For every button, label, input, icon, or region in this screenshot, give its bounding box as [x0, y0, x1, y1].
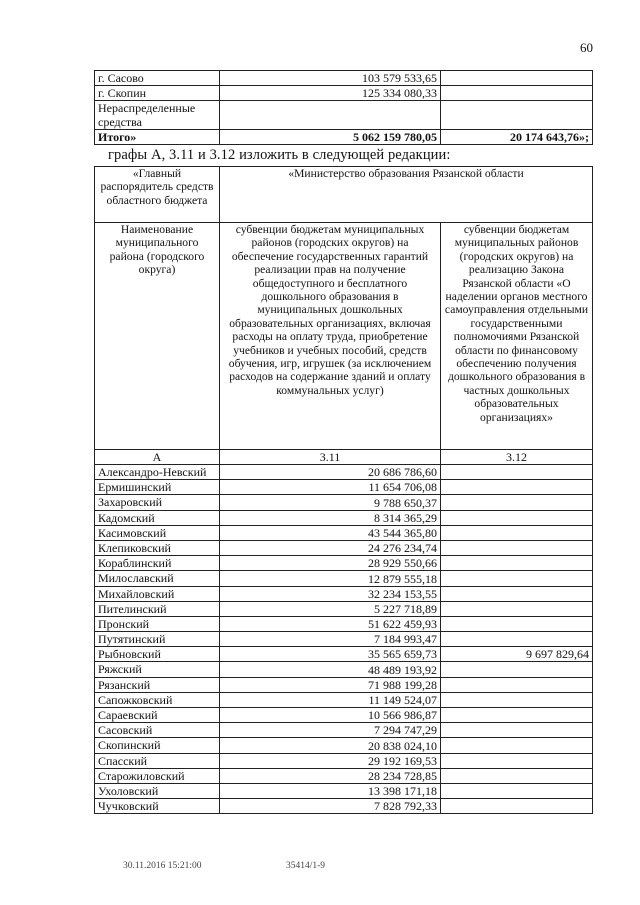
value-312 — [441, 510, 593, 525]
district-name: Скопинский — [95, 738, 220, 753]
summary-name: Итого» — [95, 130, 220, 145]
name-column-header: Наименование муниципального района (городского округа) — [95, 223, 220, 450]
column-description-row — [95, 223, 593, 450]
district-row — [95, 677, 593, 692]
summary-name: Нераспределенные средства — [95, 101, 220, 130]
district-row — [95, 753, 593, 768]
district-name: Кораблинский — [95, 556, 220, 571]
district-row — [95, 480, 593, 495]
value-311: 24 276 234,74 — [220, 540, 441, 555]
footer-doc-id: 35414/1-9 — [286, 861, 326, 871]
district-name: Пронский — [95, 616, 220, 631]
value-312 — [441, 601, 593, 616]
district-name: Спасский — [95, 753, 220, 768]
district-name: Ермишинский — [95, 480, 220, 495]
district-row — [95, 647, 593, 662]
value-311: 5 227 718,89 — [220, 601, 441, 616]
summary-value-1: 125 334 080,33 — [220, 86, 441, 101]
district-row — [95, 723, 593, 738]
summary-value-1: 5 062 159 780,05 — [220, 130, 441, 145]
district-row — [95, 601, 593, 616]
value-311: 32 234 153,55 — [220, 586, 441, 601]
district-name: Клепиковский — [95, 540, 220, 555]
value-311: 51 622 459,93 — [220, 616, 441, 631]
column-312-description: субвенции бюджетам муниципальных районов (городских округов) на реализацию Закона Рязанской области «О наделении органов местного самоуправления отдельными государственными полномочиями Рязанской области по финансовому обеспечению получения дошкольного образования в частных дошкольных образовательных организациях» — [441, 223, 593, 450]
value-311: 9 788 650,37 — [220, 495, 441, 510]
value-311: 7 294 747,29 — [220, 723, 441, 738]
district-row — [95, 510, 593, 525]
subventions-table — [94, 166, 593, 814]
admin-value: «Министерство образования Рязанской области — [220, 167, 593, 223]
value-312 — [441, 540, 593, 555]
summary-value-2 — [441, 71, 593, 86]
district-row — [95, 495, 593, 510]
value-312 — [441, 799, 593, 814]
value-312 — [441, 692, 593, 707]
value-311: 10 566 986,87 — [220, 708, 441, 723]
value-312 — [441, 525, 593, 540]
value-311: 48 489 193,92 — [220, 662, 441, 677]
column-index-row — [95, 450, 593, 465]
district-name: Чучковский — [95, 799, 220, 814]
value-311: 28 929 550,66 — [220, 556, 441, 571]
value-311: 11 654 706,08 — [220, 480, 441, 495]
district-row — [95, 540, 593, 555]
district-row — [95, 768, 593, 783]
value-311: 43 544 365,80 — [220, 525, 441, 540]
district-row — [95, 616, 593, 631]
value-311: 35 565 659,73 — [220, 647, 441, 662]
summary-value-2: 20 174 643,76»; — [441, 130, 593, 145]
value-312 — [441, 708, 593, 723]
summary-value-1 — [220, 101, 441, 130]
summary-row — [95, 86, 593, 101]
value-311: 7 184 993,47 — [220, 632, 441, 647]
index-312: 3.12 — [441, 450, 593, 465]
district-row — [95, 692, 593, 707]
district-name: Александро-Невский — [95, 465, 220, 480]
value-311: 71 988 199,28 — [220, 677, 441, 692]
district-name: Михайловский — [95, 586, 220, 601]
footer-timestamp: 30.11.2016 15:21:00 — [123, 861, 202, 871]
summary-row — [95, 101, 593, 130]
district-name: Путятинский — [95, 632, 220, 647]
value-311: 7 828 792,33 — [220, 799, 441, 814]
summary-row — [95, 71, 593, 86]
district-name: Старожиловский — [95, 768, 220, 783]
value-311: 8 314 365,29 — [220, 510, 441, 525]
summary-value-1: 103 579 533,65 — [220, 71, 441, 86]
value-311: 11 149 524,07 — [220, 692, 441, 707]
value-311: 20 686 786,60 — [220, 465, 441, 480]
district-name: Захаровский — [95, 495, 220, 510]
admin-label: «Главный распорядитель средств областного бюджета — [95, 167, 220, 223]
district-name: Рязанский — [95, 677, 220, 692]
value-312 — [441, 586, 593, 601]
district-name: Пителинский — [95, 601, 220, 616]
district-row — [95, 632, 593, 647]
value-311: 13 398 171,18 — [220, 783, 441, 798]
district-name: Касимовский — [95, 525, 220, 540]
summary-row — [95, 130, 593, 145]
district-row — [95, 556, 593, 571]
district-row — [95, 586, 593, 601]
value-311: 12 879 555,18 — [220, 571, 441, 586]
value-312 — [441, 571, 593, 586]
district-name: Ухоловский — [95, 783, 220, 798]
district-name: Сасовский — [95, 723, 220, 738]
value-312 — [441, 616, 593, 631]
value-312: 9 697 829,64 — [441, 647, 593, 662]
district-row — [95, 662, 593, 677]
value-312 — [441, 738, 593, 753]
value-312 — [441, 480, 593, 495]
value-312 — [441, 783, 593, 798]
value-312 — [441, 556, 593, 571]
district-row — [95, 465, 593, 480]
admin-header-row — [95, 167, 593, 223]
district-name: Милославский — [95, 571, 220, 586]
district-row — [95, 571, 593, 586]
district-name: Сараевский — [95, 708, 220, 723]
index-a: А — [95, 450, 220, 465]
page-number: 60 — [580, 40, 593, 55]
summary-value-2 — [441, 86, 593, 101]
value-312 — [441, 677, 593, 692]
column-311-description: субвенции бюджетам муниципальных районов (городских округов) на обеспечение государственных гарантий реализации прав на получение общедоступного и бесплатного дошкольного образования в муниципальных дошкольных образовательных организациях, включая расходы на оплату труда, приобретение учебников и учебных пособий, средств обучения, игр, игрушек (за исключением расходов на содержание зданий и оплату коммунальных услуг) — [220, 223, 441, 450]
district-row — [95, 525, 593, 540]
value-311: 20 838 024,10 — [220, 738, 441, 753]
district-row — [95, 799, 593, 814]
district-name: Рыбновский — [95, 647, 220, 662]
district-row — [95, 708, 593, 723]
top-summary-table — [94, 70, 593, 145]
value-311: 28 234 728,85 — [220, 768, 441, 783]
summary-name: г. Скопин — [95, 86, 220, 101]
summary-name: г. Сасово — [95, 71, 220, 86]
index-311: 3.11 — [220, 450, 441, 465]
summary-value-2 — [441, 101, 593, 130]
value-312 — [441, 768, 593, 783]
value-312 — [441, 723, 593, 738]
value-312 — [441, 753, 593, 768]
value-312 — [441, 632, 593, 647]
district-name: Кадомский — [95, 510, 220, 525]
district-row — [95, 738, 593, 753]
value-312 — [441, 662, 593, 677]
value-312 — [441, 495, 593, 510]
value-312 — [441, 465, 593, 480]
instruction-text: графы А, 3.11 и 3.12 изложить в следующей редакции: — [108, 147, 451, 163]
value-311: 29 192 169,53 — [220, 753, 441, 768]
district-name: Ряжский — [95, 662, 220, 677]
district-name: Сапожковский — [95, 692, 220, 707]
district-row — [95, 783, 593, 798]
